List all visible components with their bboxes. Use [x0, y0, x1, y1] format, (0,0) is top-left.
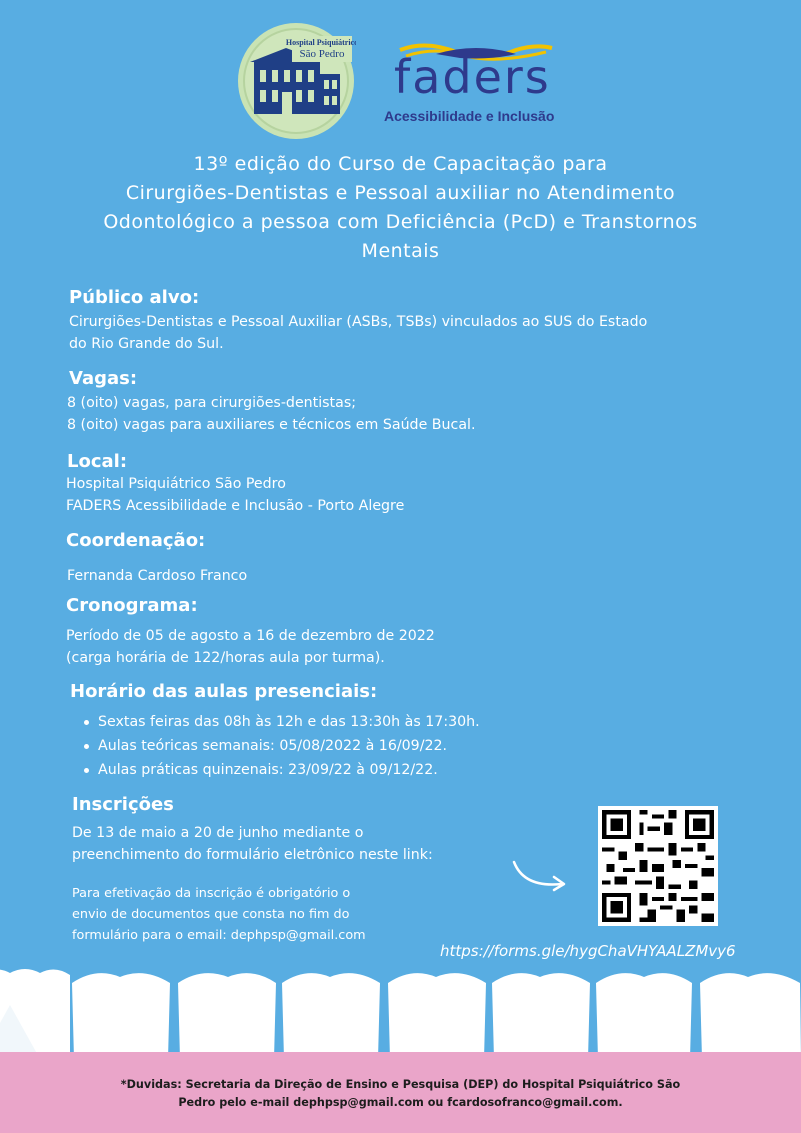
inscricoes-line: De 13 de maio a 20 de junho mediante o [72, 825, 364, 841]
note-line: envio de documentos que consta no fim do [72, 907, 350, 922]
publico-line: do Rio Grande do Sul. [69, 336, 224, 352]
inscricoes-heading: Inscrições [72, 794, 174, 815]
faders-subtitle: Acessibilidade e Inclusão [384, 108, 555, 124]
local-line: FADERS Acessibilidade e Inclusão - Porto Alegre [66, 498, 405, 514]
list-item: Aulas teóricas semanais: 05/08/2022 à 16/09/22. [80, 734, 480, 758]
teeth-decoration [0, 965, 801, 1059]
title-line: Cirurgiões-Dentistas e Pessoal auxiliar no Atendimento [125, 182, 676, 204]
title-line: Mentais [361, 240, 440, 262]
note-line: Para efetivação da inscrição é obrigatório o [72, 886, 351, 901]
form-link[interactable]: https://forms.gle/hygChaVHYAALZMvy6 [440, 942, 736, 960]
vagas-heading: Vagas: [69, 368, 138, 389]
footer-line: *Duvidas: Secretaria da Direção de Ensino e Pesquisa (DEP) do Hospital Psiquiátrico São [120, 1078, 681, 1091]
coordenacao-heading: Coordenação: [66, 530, 206, 551]
note-line: formulário para o email: dephpsp@gmail.com [72, 928, 366, 943]
title-line: Odontológico a pessoa com Deficiência (PcD) e Transtornos [103, 211, 698, 233]
cronograma-line: (carga horária de 122/horas aula por turma). [66, 650, 385, 666]
vagas-line: 8 (oito) vagas, para cirurgiões-dentistas; [67, 395, 356, 411]
local-text [66, 473, 404, 517]
cronograma-line: Período de 05 de agosto a 16 de dezembro de 2022 [66, 628, 435, 644]
page-title [20, 150, 781, 266]
faders-name: faders [394, 50, 551, 104]
hospital-logo [236, 22, 356, 140]
cronograma-text [66, 625, 435, 669]
inscricoes-text [72, 822, 433, 866]
publico-heading: Público alvo: [69, 287, 200, 308]
qr-code[interactable] [598, 806, 718, 926]
hospital-logo-line2: São Pedro [299, 48, 345, 60]
faders-logo [378, 40, 578, 132]
vagas-line: 8 (oito) vagas para auxiliares e técnicos em Saúde Bucal. [67, 417, 476, 433]
hospital-logo-line1: Hospital Psiquiátrico [285, 38, 356, 47]
horario-heading: Horário das aulas presenciais: [70, 681, 378, 702]
list-item: Sextas feiras das 08h às 12h e das 13:30h às 17:30h. [80, 710, 480, 734]
footer [0, 1052, 801, 1133]
horario-list [80, 710, 480, 782]
coordenacao-name: Fernanda Cardoso Franco [67, 568, 248, 584]
publico-line: Cirurgiões-Dentistas e Pessoal Auxiliar (ASBs, TSBs) vinculados ao SUS do Estado [69, 314, 648, 330]
title-line: 13º edição do Curso de Capacitação para [193, 153, 608, 175]
vagas-text [67, 392, 475, 436]
footer-line: Pedro pelo e-mail dephpsp@gmail.com ou fcardosofranco@gmail.com. [178, 1096, 623, 1109]
inscricoes-note [72, 883, 366, 946]
arrow-icon [510, 858, 572, 894]
list-item: Aulas práticas quinzenais: 23/09/22 à 09/12/22. [80, 758, 480, 782]
local-heading: Local: [67, 451, 128, 472]
publico-text [69, 311, 647, 355]
inscricoes-line: preenchimento do formulário eletrônico neste link: [72, 847, 433, 863]
local-line: Hospital Psiquiátrico São Pedro [66, 476, 286, 492]
cronograma-heading: Cronograma: [66, 595, 198, 616]
